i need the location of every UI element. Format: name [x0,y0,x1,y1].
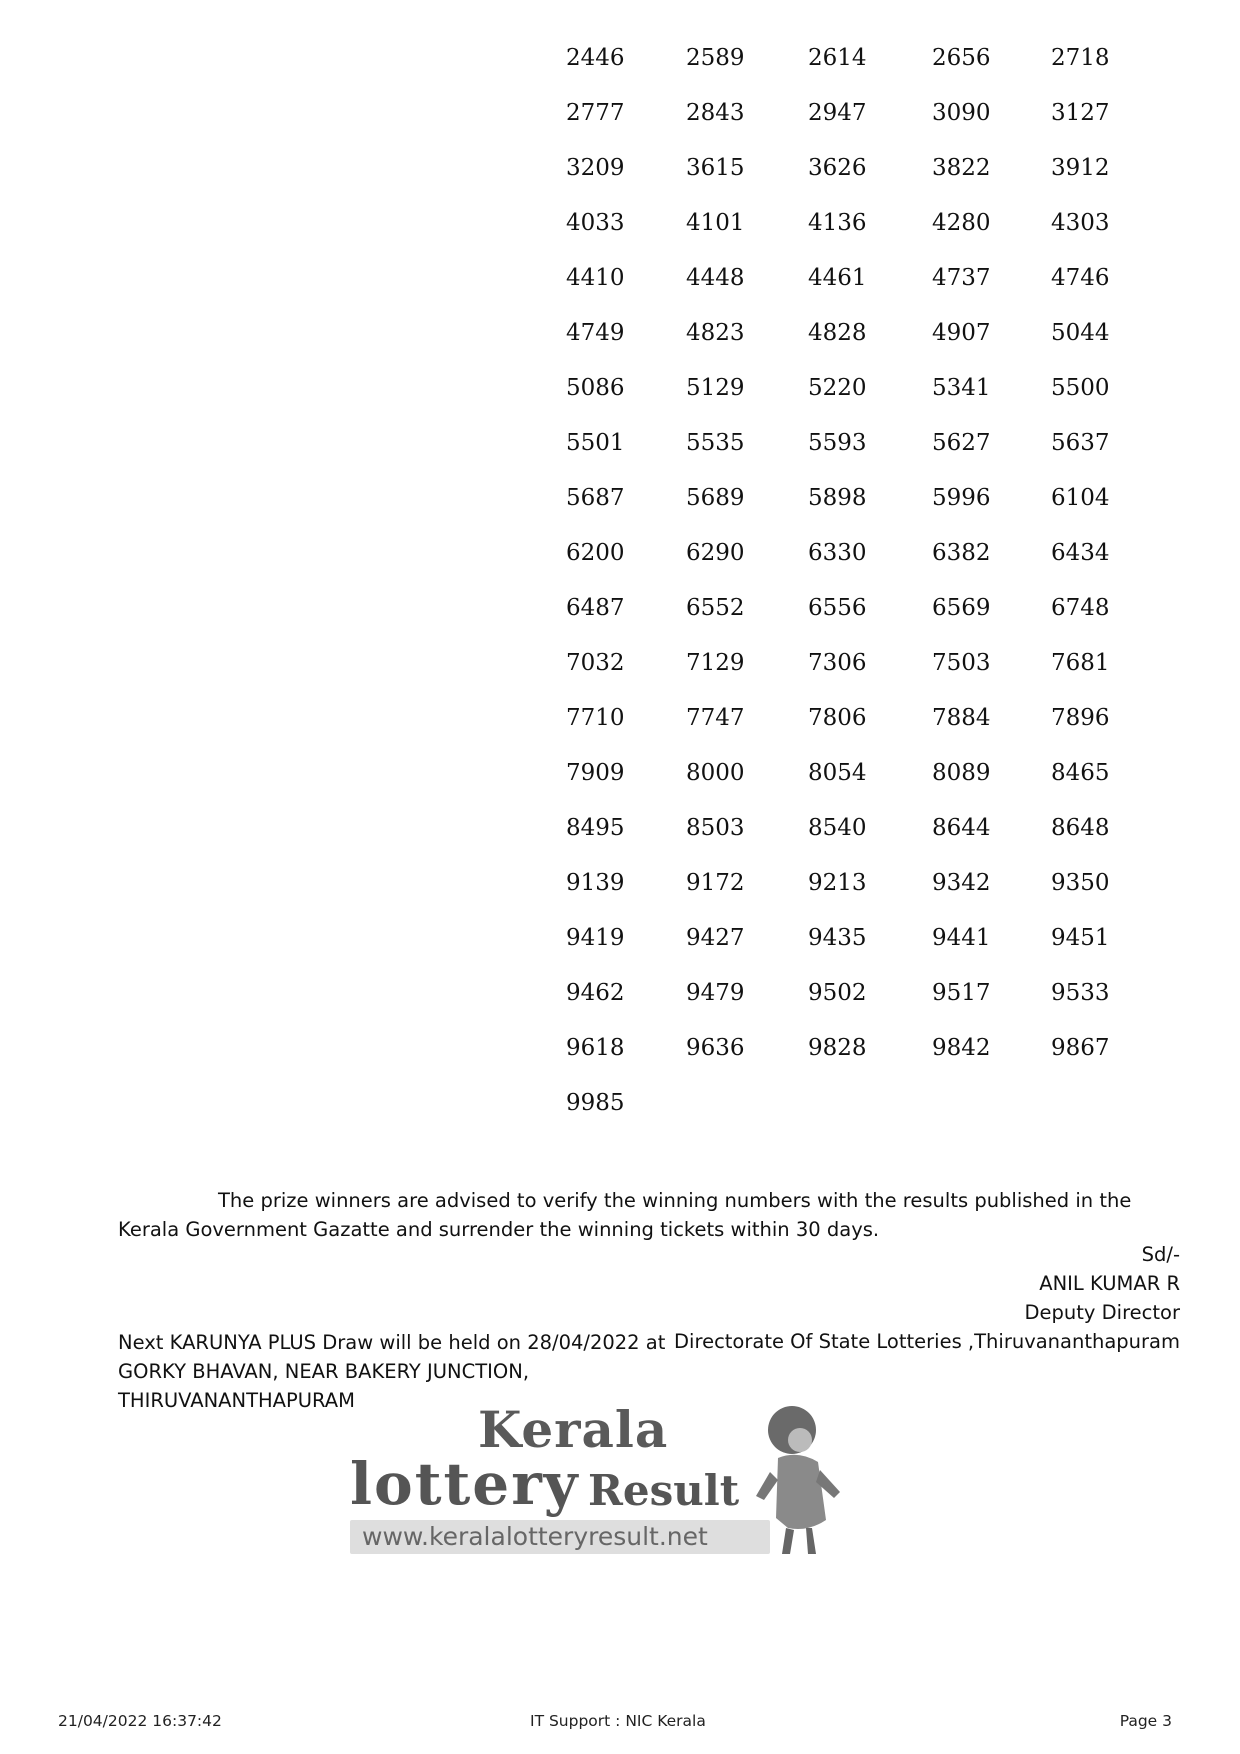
winning-number: 4410 [566,265,625,291]
prize-notice [118,1186,1178,1244]
winning-number: 5898 [808,485,867,511]
winning-number: 9419 [566,925,625,951]
logo-url-text: www.keralalotteryresult.net [350,1520,770,1554]
footer-page-number: Page 3 [1119,1712,1172,1730]
winning-number: 2614 [808,45,867,71]
winning-number: 9462 [566,980,625,1006]
winning-number: 9867 [1051,1035,1110,1061]
logo-kerala-text: Kerala [478,1400,669,1459]
winning-number: 6330 [808,540,867,566]
winning-number: 2589 [686,45,745,71]
winning-number: 4828 [808,320,867,346]
winning-number: 2947 [808,100,867,126]
winning-number: 9636 [686,1035,745,1061]
winning-number: 3090 [932,100,991,126]
winning-number: 7681 [1051,650,1110,676]
winning-number: 6434 [1051,540,1110,566]
winning-number: 8000 [686,760,745,786]
winning-number: 7129 [686,650,745,676]
winning-number: 9172 [686,870,745,896]
winning-number: 9502 [808,980,867,1006]
winning-number: 4749 [566,320,625,346]
winning-number: 5687 [566,485,625,511]
winning-number: 5341 [932,375,991,401]
winning-number: 8644 [932,815,991,841]
winning-number: 6290 [686,540,745,566]
footer-support: IT Support : NIC Kerala [530,1712,706,1730]
winning-number: 5637 [1051,430,1110,456]
winning-number: 9842 [932,1035,991,1061]
signature-block [674,1240,1180,1356]
signatory-name: ANIL KUMAR R [1039,1272,1180,1295]
winning-number: 9985 [566,1090,625,1116]
winning-number: 7032 [566,650,625,676]
winning-number: 5593 [808,430,867,456]
signatory-office: Directorate Of State Lotteries ,Thiruvananthapuram [674,1330,1180,1353]
winning-number: 4303 [1051,210,1110,236]
winning-number: 3912 [1051,155,1110,181]
winning-number: 7909 [566,760,625,786]
winning-number: 7747 [686,705,745,731]
winning-number: 9427 [686,925,745,951]
logo-lottery-text: lottery [350,1450,580,1518]
winning-number: 3615 [686,155,745,181]
winning-number: 8089 [932,760,991,786]
winning-number: 6104 [1051,485,1110,511]
winning-number: 5535 [686,430,745,456]
winning-number: 4461 [808,265,867,291]
winning-number: 6487 [566,595,625,621]
winning-number: 9828 [808,1035,867,1061]
winning-number: 9441 [932,925,991,951]
watermark-logo [350,1400,845,1558]
winning-number: 4136 [808,210,867,236]
winning-number: 8465 [1051,760,1110,786]
winning-number: 5501 [566,430,625,456]
footer-timestamp: 21/04/2022 16:37:42 [58,1712,222,1730]
prize-notice-text: The prize winners are advised to verify the winning numbers with the results published in the Kerala Government Gazatte and surrender the winning tickets within 30 days. [118,1189,1132,1241]
winning-number: 2446 [566,45,625,71]
winning-number: 4746 [1051,265,1110,291]
winning-number: 9213 [808,870,867,896]
winning-number: 7306 [808,650,867,676]
winning-number: 7884 [932,705,991,731]
winning-number: 8503 [686,815,745,841]
winning-number: 8495 [566,815,625,841]
logo-result-text: Result [588,1466,740,1515]
winning-number: 8540 [808,815,867,841]
winning-number: 4823 [686,320,745,346]
winning-number: 2718 [1051,45,1110,71]
winning-number: 5500 [1051,375,1110,401]
winning-number: 6556 [808,595,867,621]
winning-number: 9533 [1051,980,1110,1006]
winning-numbers-grid [566,42,1151,1142]
winning-number: 6200 [566,540,625,566]
winning-number: 5996 [932,485,991,511]
winning-number: 8054 [808,760,867,786]
winning-number: 9479 [686,980,745,1006]
winning-number: 8648 [1051,815,1110,841]
next-draw-line-3: THIRUVANANTHAPURAM [118,1389,355,1412]
winning-number: 2843 [686,100,745,126]
winning-number: 6569 [932,595,991,621]
next-draw-line-2: GORKY BHAVAN, NEAR BAKERY JUNCTION, [118,1360,530,1383]
winning-number: 2777 [566,100,625,126]
signature-sd: Sd/- [1141,1243,1180,1266]
winning-number: 4280 [932,210,991,236]
winning-number: 7503 [932,650,991,676]
winning-number: 5220 [808,375,867,401]
winning-number: 4907 [932,320,991,346]
winning-number: 4033 [566,210,625,236]
winning-number: 5129 [686,375,745,401]
winning-number: 5627 [932,430,991,456]
winning-number: 4737 [932,265,991,291]
winning-number: 5689 [686,485,745,511]
winning-number: 3127 [1051,100,1110,126]
winning-number: 5086 [566,375,625,401]
winning-number: 9517 [932,980,991,1006]
mascot-figure-icon [748,1400,848,1558]
winning-number: 9435 [808,925,867,951]
signatory-designation: Deputy Director [1024,1301,1180,1324]
winning-number: 3209 [566,155,625,181]
winning-number: 5044 [1051,320,1110,346]
winning-number: 7896 [1051,705,1110,731]
winning-number: 7806 [808,705,867,731]
winning-number: 4448 [686,265,745,291]
winning-number: 2656 [932,45,991,71]
winning-number: 9139 [566,870,625,896]
winning-number: 9618 [566,1035,625,1061]
winning-number: 6382 [932,540,991,566]
winning-number: 3822 [932,155,991,181]
winning-number: 7710 [566,705,625,731]
winning-number: 3626 [808,155,867,181]
winning-number: 9342 [932,870,991,896]
next-draw-line-1: Next KARUNYA PLUS Draw will be held on 28/04/2022 at [118,1331,666,1354]
winning-number: 9451 [1051,925,1110,951]
winning-number: 9350 [1051,870,1110,896]
winning-number: 4101 [686,210,745,236]
winning-number: 6552 [686,595,745,621]
winning-number: 6748 [1051,595,1110,621]
